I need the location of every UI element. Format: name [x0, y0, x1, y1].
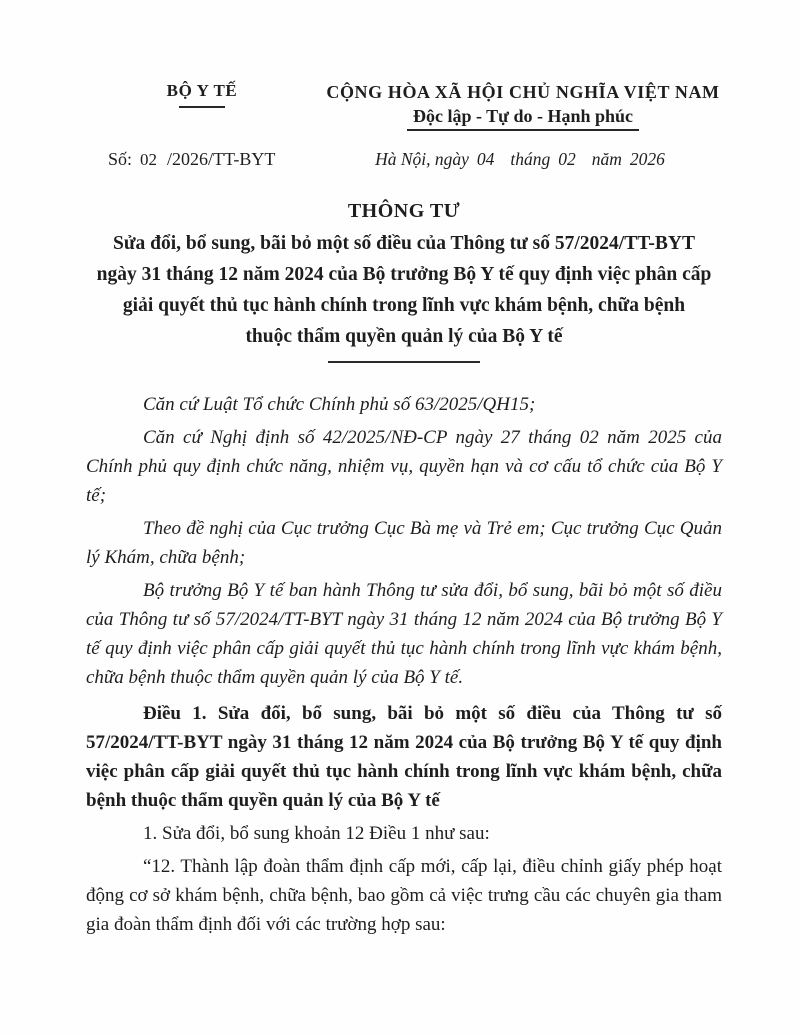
- document-title-line: giải quyết thủ tục hành chính trong lĩnh vực khám bệnh, chữa bệnh: [122, 295, 686, 316]
- article-1-heading: Điều 1. Sửa đổi, bổ sung, bãi bỏ một số điều của Thông tư số 57/2024/TT-BYT ngày 31 tháng 12 năm 2024 của Bộ trưởng Bộ Y tế quy định việc phân cấp giải quyết thủ tục hành chính trong lĩnh vực khám bệnh, chữa bệnh thuộc thẩm quyền quản lý của Bộ Y tế: [86, 703, 722, 811]
- place-date-day: 04: [476, 149, 495, 169]
- national-name: CỘNG HÒA XÃ HỘI CHỦ NGHĨA VIỆT NAM: [326, 82, 720, 102]
- article-1-clause-1: 1. Sửa đổi, bổ sung khoản 12 Điều 1 như sau:: [143, 823, 490, 844]
- article-1-clause-1-content: “12. Thành lập đoàn thẩm định cấp mới, cấp lại, điều chỉnh giấy phép hoạt động cơ sở khám bệnh, chữa bệnh, bao gồm cả việc trưng cầu các chuyên gia tham gia đoàn thẩm định đối với các trường hợp sau:: [86, 856, 722, 935]
- issuing-org-name: BỘ Y TẾ: [166, 81, 238, 100]
- document-number: [86, 149, 318, 170]
- document-title-line: thuộc thẩm quyền quản lý của Bộ Y tế: [245, 326, 563, 347]
- document-header: [86, 80, 722, 131]
- place-and-date: [318, 149, 722, 170]
- place-date-month: 02: [558, 149, 576, 169]
- document-body: [86, 390, 722, 939]
- national-motto-block: [318, 80, 722, 131]
- org-underline-rule: [179, 106, 225, 108]
- place-date-month-label: tháng: [510, 149, 551, 169]
- number-date-row: [86, 149, 722, 170]
- issuing-org-block: [86, 80, 318, 108]
- document-title-line: Sửa đổi, bổ sung, bãi bỏ một số điều của Thông tư số 57/2024/TT-BYT: [112, 233, 696, 254]
- document-title: [86, 228, 722, 352]
- place-date-year: 2026: [629, 149, 665, 169]
- place-date-place: Hà Nội, ngày: [375, 149, 469, 169]
- preamble-legal-basis-1: Căn cứ Luật Tổ chức Chính phủ số 63/2025/QH15;: [143, 394, 536, 415]
- preamble-proposal: Theo đề nghị của Cục trưởng Cục Bà mẹ và Trẻ em; Cục trưởng Cục Quản lý Khám, chữa bệnh;: [86, 518, 722, 568]
- document-number-label: Số:: [108, 149, 133, 169]
- document-title-line: ngày 31 tháng 12 năm 2024 của Bộ trưởng Bộ Y tế quy định việc phân cấp: [96, 264, 712, 285]
- document-type-heading: THÔNG TƯ: [347, 200, 461, 222]
- document-number-suffix: /2026/TT-BYT: [167, 149, 276, 169]
- place-date-year-label: năm: [591, 149, 622, 169]
- document-number-value: 02: [140, 150, 158, 169]
- preamble-legal-basis-2: Căn cứ Nghị định số 42/2025/NĐ-CP ngày 27 tháng 02 năm 2025 của Chính phủ quy định chức năng, nhiệm vụ, quyền hạn và cơ cấu tổ chức của Bộ Y tế;: [86, 427, 722, 506]
- preamble-enactment: Bộ trưởng Bộ Y tế ban hành Thông tư sửa đổi, bổ sung, bãi bỏ một số điều của Thông tư số 57/2024/TT-BYT ngày 31 tháng 12 năm 2024 của Bộ trưởng Bộ Y tế quy định việc phân cấp giải quyết thủ tục hành chính trong lĩnh vực khám bệnh, chữa bệnh thuộc thẩm quyền quản lý của Bộ Y tế.: [86, 580, 722, 688]
- national-motto: Độc lập - Tự do - Hạnh phúc: [407, 105, 639, 131]
- title-separator-rule: [328, 361, 480, 363]
